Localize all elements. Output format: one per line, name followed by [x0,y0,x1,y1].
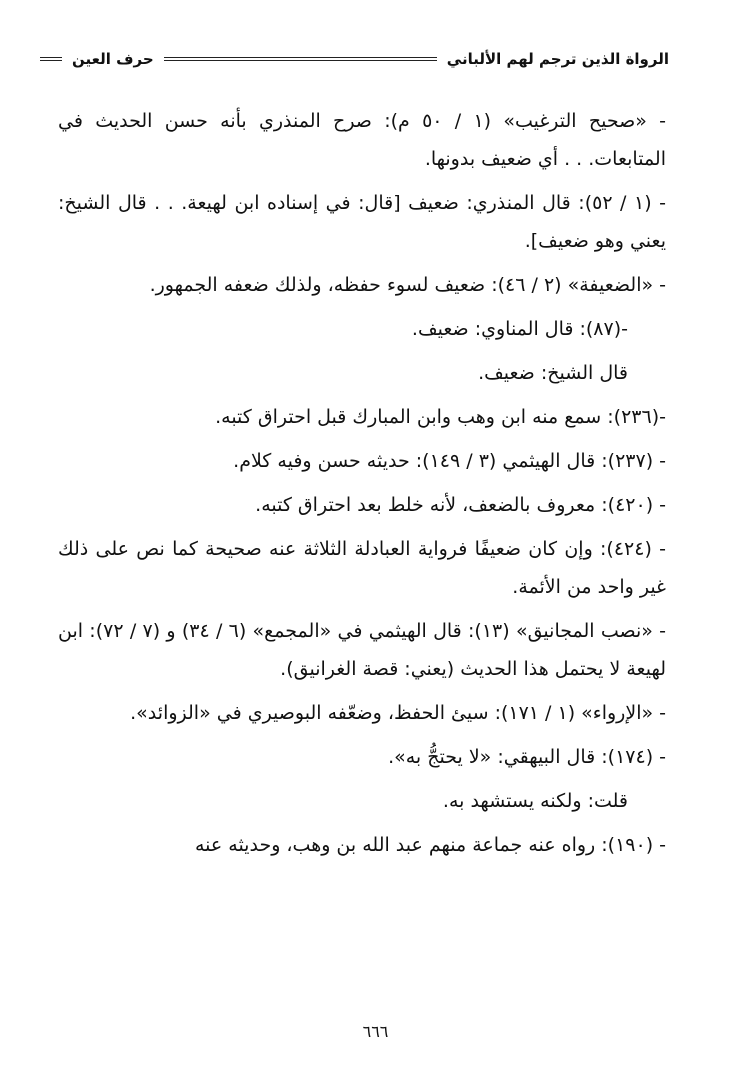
paragraph: - (٤٢٤): وإن كان ضعيفًا فرواية العبادلة الثلاثة عنه صحيحة كما نص على ذلك غير واحد من الأئمة. [58,538,666,598]
header-rule-short [40,57,62,61]
paragraph: - (١ / ٥٢): قال المنذري: ضعيف [قال: في إسناده ابن لهيعة. . . قال الشيخ: يعني وهو ضعيف]. [58,192,666,252]
running-header [40,46,669,72]
paragraph: - «الإرواء» (١ / ١٧١): سيئ الحفظ، وضعّفه البوصيري في «الزوائد». [130,702,666,724]
paragraph: قلت: ولكنه يستشهد به. [442,790,628,812]
paragraph: - (٤٢٠): معروف بالضعف، لأنه خلط بعد احتراق كتبه. [255,494,666,516]
page-number: ٦٦٦ [362,1022,389,1041]
paragraph: - «الضعيفة» (٢ / ٤٦): ضعيف لسوء حفظه، ولذلك ضعفه الجمهور. [149,274,666,296]
paragraph: - «نصب المجانيق» (١٣): قال الهيثمي في «المجمع» (٦ / ٣٤) و (٧ / ٧٢): ابن لهيعة لا يحتمل هذا الحديث (يعني: قصة الغرانيق). [58,620,666,680]
paragraph: - (١٩٠): رواه عنه جماعة منهم عبد الله بن وهب، وحديثه عنه [194,834,666,856]
header-rule [164,57,437,61]
paragraph: - (٢٣٧): قال الهيثمي (٣ / ١٤٩): حديثه حسن وفيه كلام. [233,450,666,472]
page-body [58,102,666,870]
book-title: الرواة الذين ترجم لهم الألباني [446,50,669,68]
paragraph: -(٢٣٦): سمع منه ابن وهب وابن المبارك قبل احتراق كتبه. [215,406,666,428]
paragraph: - «صحيح الترغيب» (١ / ٥٠ م): صرح المنذري بأنه حسن الحديث في المتابعات. . . أي ضعيف بدونها. [58,110,666,170]
paragraph: قال الشيخ: ضعيف. [478,362,628,384]
paragraph: - (١٧٤): قال البيهقي: «لا يحتجُّ به». [388,746,666,768]
paragraph: -(٨٧): قال المناوي: ضعيف. [411,318,628,340]
section-title: حرف العين [72,50,154,68]
